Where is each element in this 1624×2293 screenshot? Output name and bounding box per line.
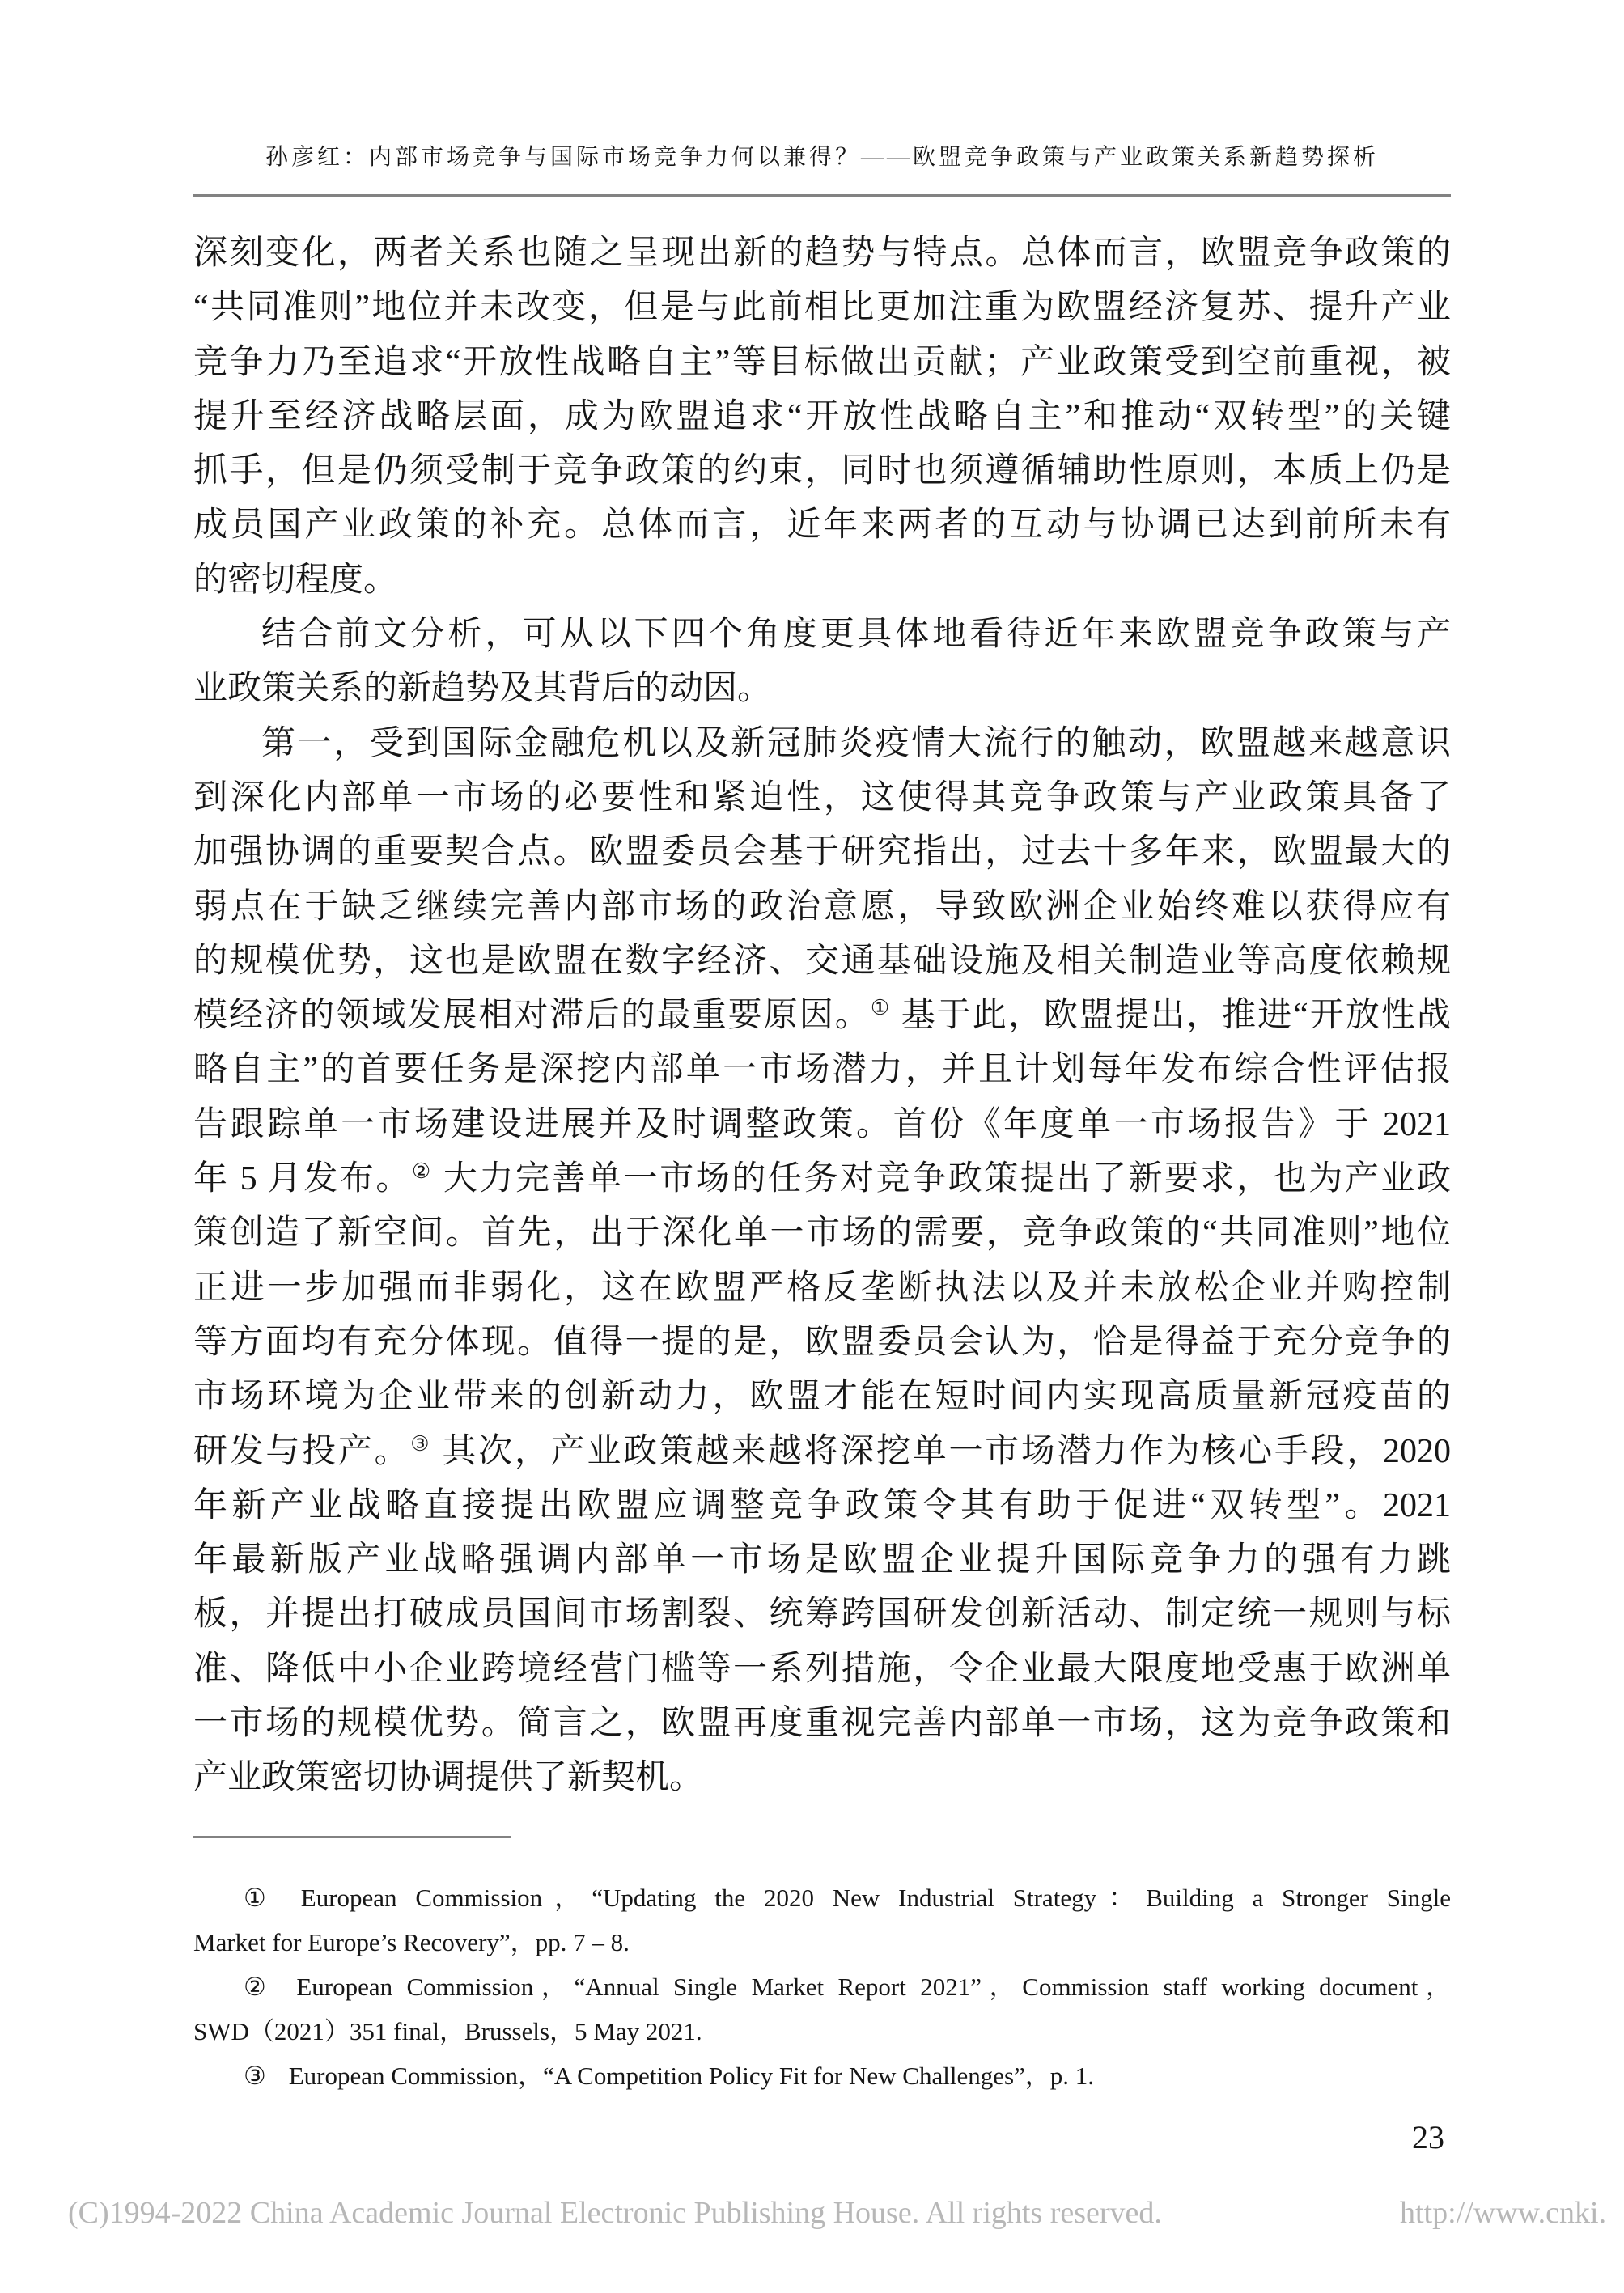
text-line: 的规模优势，这也是欧盟在数字经济、交通基础设施及相关制造业等高度依赖规 [193, 942, 1451, 980]
footnote-ref: ② [411, 1159, 433, 1184]
text-line: 正进一步加强而非弱化，这在欧盟严格反垄断执法以及并未放松企业并购控制 [193, 1269, 1451, 1307]
text-line: 产业政策密切协调提供了新契机。 [193, 1759, 704, 1797]
text-line: 第一，受到国际金融危机以及新冠肺炎疫情大流行的触动，欧盟越来越意识 [261, 724, 1451, 762]
text-line: 抓手，但是仍须受制于竞争政策的约束，同时也须遵循辅助性原则，本质上仍是 [193, 452, 1451, 490]
footnote-ref: ③ [410, 1431, 432, 1456]
text-line: 提升至经济战略层面，成为欧盟追求“开放性战略自主”和推动“双转型”的关键 [193, 397, 1451, 435]
footnote-marker: ③ [244, 2062, 266, 2090]
text-line: 模经济的领域发展相对滞后的最重要原因。① 基于此，欧盟提出，推进“开放性战 [193, 996, 1451, 1035]
text-line: 业政策关系的新趋势及其背后的动因。 [193, 670, 772, 708]
footnote-line: ③ European Commission，“A Competition Policy Fit for New Challenges”，p. 1. [244, 2062, 1095, 2090]
running-header-title: 孙彦红：内部市场竞争与国际市场竞争力何以兼得？——欧盟竞争政策与产业政策关系新趋势探析 [265, 145, 1379, 170]
watermark-url: http://www.cnki. [1400, 2196, 1607, 2230]
text-line: 弱点在于缺乏继续完善内部市场的政治意愿，导致欧洲企业始终难以获得应有 [193, 888, 1451, 926]
text-line: 加强协调的重要契合点。欧盟委员会基于研究指出，过去十多年来，欧盟最大的 [193, 833, 1451, 871]
text-line: 年新产业战略直接提出欧盟应调整竞争政策令其有助于促进“双转型”。2021 [193, 1486, 1451, 1524]
watermark-text: (C)1994-2022 China Academic Journal Electronic Publishing House. All rights reserved. [68, 2196, 1162, 2230]
footnote-line: ② European Commission，“Annual Single Market Report 2021”，Commission staff working document， [244, 1973, 1451, 2001]
text-line: 到深化内部单一市场的必要性和紧迫性，这使得其竞争政策与产业政策具备了 [193, 778, 1451, 816]
footnote-separator [193, 1836, 511, 1838]
watermark [0, 2194, 1624, 2238]
text-line: 略自主”的首要任务是深挖内部单一市场潜力，并且计划每年发布综合性评估报 [193, 1051, 1451, 1089]
text-line: 年 5 月发布。② 大力完善单一市场的任务对竞争政策提出了新要求，也为产业政 [193, 1159, 1451, 1198]
text-line: 年最新版产业战略强调内部单一市场是欧盟企业提升国际竞争力的强有力跳 [193, 1541, 1451, 1579]
text-line: 板，并提出打破成员国间市场割裂、统筹跨国研发创新活动、制定统一规则与标 [193, 1596, 1451, 1634]
text-line: 一市场的规模优势。简言之，欧盟再度重视完善内部单一市场，这为竞争政策和 [193, 1705, 1451, 1743]
footnote-marker: ① [244, 1884, 278, 1912]
text-line: “共同准则”地位并未改变，但是与此前相比更加注重为欧盟经济复苏、提升产业 [193, 289, 1451, 327]
footnotes [193, 1876, 1451, 2098]
header-rule [193, 194, 1451, 197]
text-line: 的密切程度。 [193, 561, 398, 599]
article-body [193, 227, 1451, 1806]
text-line: 等方面均有充分体现。值得一提的是，欧盟委员会认为，恰是得益于充分竞争的 [193, 1323, 1451, 1361]
footnote-line: ① European Commission，“Updating the 2020 New Industrial Strategy：Building a Stronger Single [244, 1884, 1451, 1912]
text-line: 结合前文分析，可从以下四个角度更具体地看待近年来欧盟竞争政策与产 [261, 616, 1451, 654]
footnote-line: Market for Europe’s Recovery”，pp. 7 – 8. [193, 1928, 630, 1956]
text-line: 研发与投产。③ 其次，产业政策越来越将深挖单一市场潜力作为核心手段，2020 [193, 1431, 1451, 1470]
text-line: 市场环境为企业带来的创新动力，欧盟才能在短时间内实现高质量新冠疫苗的 [193, 1378, 1451, 1416]
text-line: 深刻变化，两者关系也随之呈现出新的趋势与特点。总体而言，欧盟竞争政策的 [193, 235, 1451, 272]
footnote-line: SWD（2021）351 final，Brussels，5 May 2021. [193, 2017, 702, 2045]
text-line: 成员国产业政策的补充。总体而言，近年来两者的互动与协调已达到前所未有 [193, 506, 1451, 545]
text-line: 告跟踪单一市场建设进展并及时调整政策。首份《年度单一市场报告》于 2021 [193, 1105, 1451, 1143]
footnote-marker: ② [244, 1973, 274, 2001]
footnote-ref: ① [870, 996, 892, 1020]
text-line: 准、降低中小企业跨境经营门槛等一系列措施，令企业最大限度地受惠于欧洲单 [193, 1650, 1451, 1688]
text-line: 策创造了新空间。首先，出于深化单一市场的需要，竞争政策的“共同准则”地位 [193, 1214, 1451, 1252]
text-line: 竞争力乃至追求“开放性战略自主”等目标做出贡献；产业政策受到空前重视，被 [193, 343, 1451, 381]
page-number: 23 [1412, 2119, 1444, 2155]
